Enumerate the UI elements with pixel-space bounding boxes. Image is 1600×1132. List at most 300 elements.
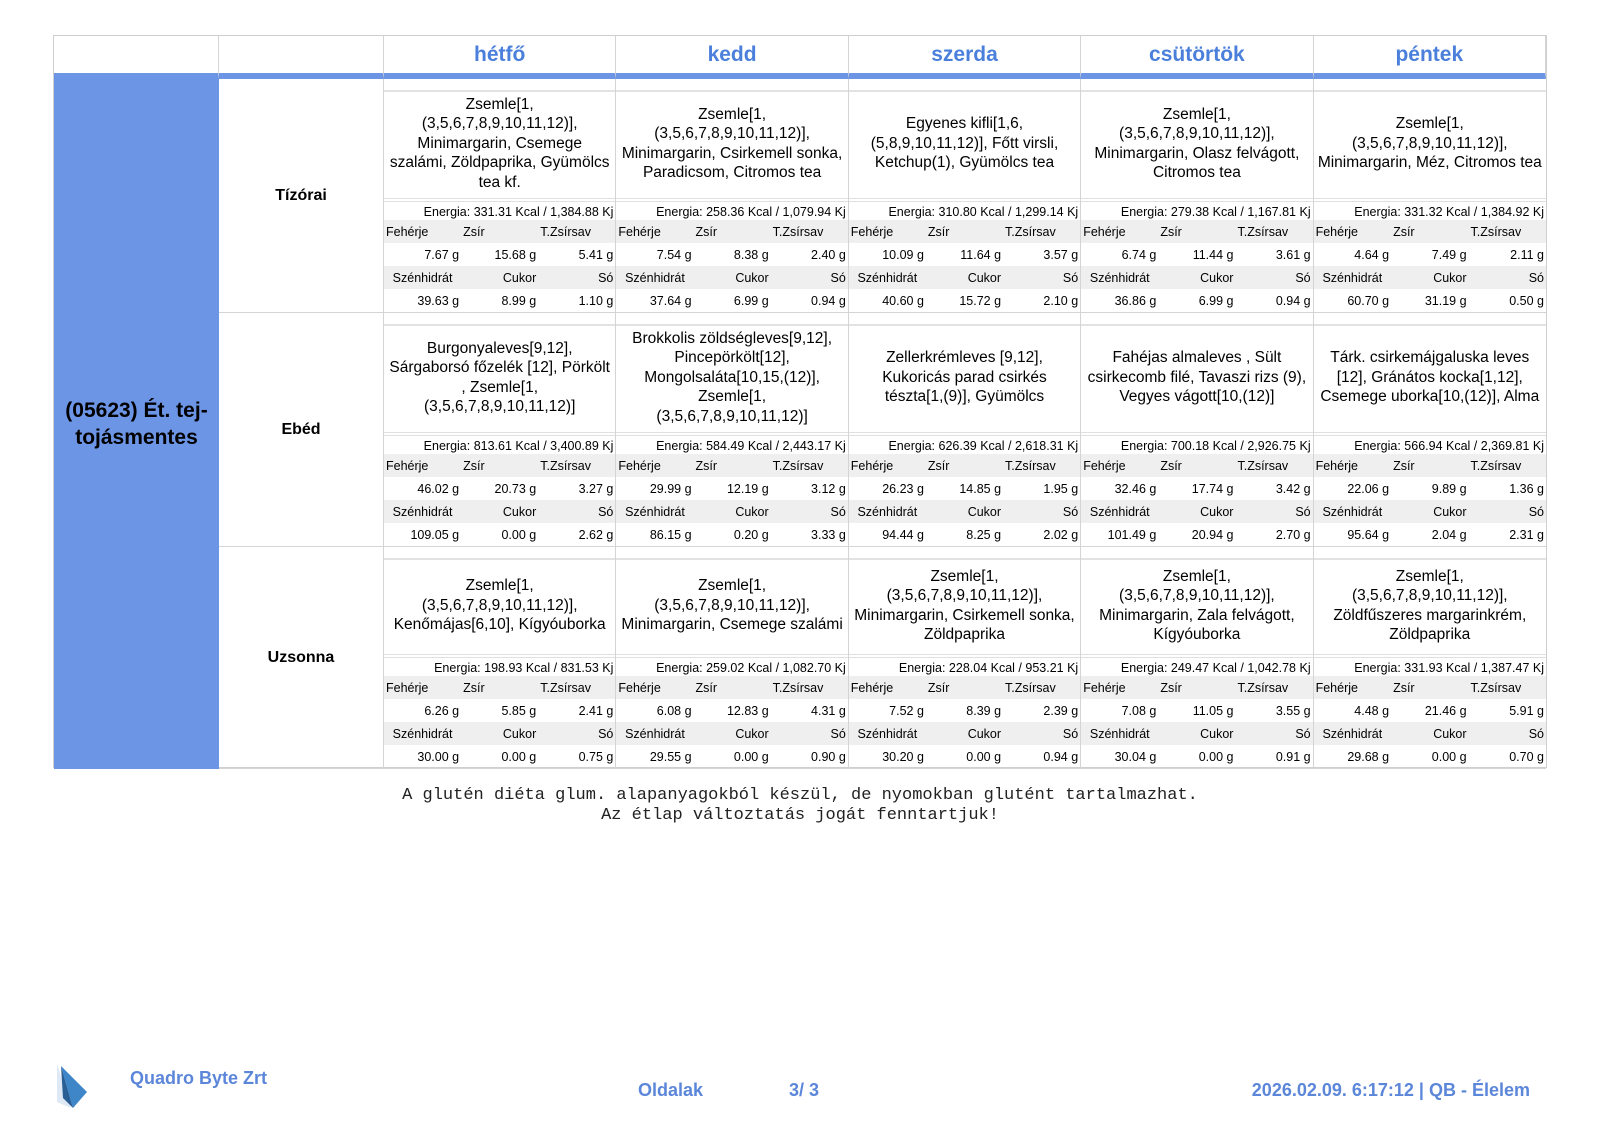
- nutrition-block: [849, 654, 1080, 768]
- nutrient-label: Fehérje: [850, 224, 894, 239]
- meal-cell: [849, 547, 1081, 769]
- energy-value: Energia: 331.32 Kcal / 1,384.92 Kj: [1354, 205, 1544, 219]
- meal-cell: [384, 547, 616, 769]
- weekly-menu-table: [53, 35, 1547, 768]
- nutrient-labels-row: [849, 676, 1080, 699]
- nutrient-value: 3.42 g: [1275, 481, 1311, 496]
- nutrient-values-row: [616, 289, 847, 312]
- nutrient-label: Szénhidrát: [392, 504, 453, 519]
- nutrient-values-row: [1314, 745, 1546, 768]
- energy-value: Energia: 584.49 Kcal / 2,443.17 Kj: [656, 439, 846, 453]
- nutrient-value: 11.64 g: [960, 247, 1002, 262]
- nutrient-labels-row: [384, 454, 615, 477]
- nutrient-label: Cukor: [967, 270, 1002, 285]
- nutrient-label: Szénhidrát: [1322, 726, 1383, 741]
- nutrient-values-row: [1081, 289, 1312, 312]
- nutrient-label: Fehérje: [618, 680, 661, 695]
- nutrient-value: 8.25 g: [966, 527, 1002, 542]
- nutrient-value: 60.70 g: [1347, 293, 1390, 308]
- footnote: [0, 786, 1600, 826]
- food-items: Zsemle[1, (3,5,6,7,8,9,10,11,12)], Kenőmájas[6,10], Kígyóuborka: [384, 558, 615, 651]
- nutrient-value: 4.31 g: [811, 703, 846, 718]
- nutrient-label: Zsír: [1160, 680, 1182, 695]
- energy-value: Energia: 279.38 Kcal / 1,167.81 Kj: [1120, 205, 1311, 219]
- nutrient-value: 7.67 g: [424, 247, 460, 262]
- nutrient-value: 3.12 g: [811, 481, 846, 496]
- nutrient-label: Cukor: [502, 504, 537, 519]
- nutrient-label: Fehérje: [386, 680, 429, 695]
- nutrient-label: Cukor: [1433, 270, 1467, 285]
- nutrient-label: Fehérje: [1083, 224, 1126, 239]
- nutrient-values-row: [616, 699, 847, 722]
- nutrient-value: 0.20 g: [733, 527, 769, 542]
- nutrient-label: Só: [1062, 270, 1079, 285]
- nutrient-value: 8.39 g: [966, 703, 1002, 718]
- nutrient-value: 30.04 g: [1114, 749, 1157, 764]
- nutrient-label: Cukor: [1433, 726, 1467, 741]
- nutrition-block: [1314, 654, 1546, 768]
- meal-cell: [1081, 79, 1313, 313]
- nutrient-values-row: [849, 243, 1080, 266]
- meal-cell: [1314, 313, 1546, 547]
- nutrient-value: 4.64 g: [1354, 247, 1390, 262]
- nutrient-label: Cukor: [1200, 726, 1234, 741]
- nutrient-label: T.Zsírsav: [1237, 224, 1289, 239]
- nutrient-label: Fehérje: [1315, 224, 1358, 239]
- nutrient-labels-row: [849, 220, 1080, 243]
- meal-cell: [1314, 79, 1546, 313]
- nutrient-label: Cukor: [1200, 270, 1234, 285]
- nutrient-values-row: [1081, 699, 1312, 722]
- nutrient-label: Só: [598, 504, 614, 519]
- nutrition-block: [1081, 432, 1312, 546]
- food-items: Zsemle[1, (3,5,6,7,8,9,10,11,12)], Minimargarin, Zala felvágott, Kígyóuborka: [1081, 558, 1312, 651]
- corner-cell: [219, 36, 384, 79]
- meal-name: Ebéd: [219, 313, 384, 547]
- nutrition-block: [384, 432, 615, 546]
- nutrient-value: 3.61 g: [1275, 247, 1311, 262]
- nutrient-label: Zsír: [1160, 224, 1182, 239]
- nutrient-value: 0.94 g: [1043, 749, 1079, 764]
- day-header-friday: péntek: [1314, 36, 1546, 79]
- nutrient-values-row: [849, 289, 1080, 312]
- energy-value: Energia: 198.93 Kcal / 831.53 Kj: [434, 661, 614, 675]
- nutrient-label: T.Zsírsav: [1005, 680, 1056, 695]
- nutrient-values-row: [1081, 477, 1312, 500]
- nutrient-value: 15.68 g: [494, 247, 537, 262]
- nutrient-value: 2.40 g: [811, 247, 846, 262]
- nutrient-label: T.Zsírsav: [1005, 224, 1056, 239]
- nutrient-value: 40.60 g: [882, 293, 924, 308]
- nutrient-labels-row: [616, 266, 847, 289]
- nutrient-value: 5.41 g: [578, 247, 614, 262]
- nutrient-label: T.Zsírsav: [1237, 680, 1289, 695]
- nutrient-value: 12.19 g: [726, 481, 769, 496]
- nutrient-label: Cukor: [735, 726, 769, 741]
- nutrient-label: Só: [830, 504, 846, 519]
- nutrition-block: [849, 198, 1080, 312]
- nutrient-labels-row: [384, 266, 615, 289]
- nutrition-block: [384, 198, 615, 312]
- nutrient-value: 0.00 g: [1431, 749, 1467, 764]
- nutrient-label: Zsír: [927, 680, 950, 695]
- meal-name: Uzsonna: [219, 547, 384, 769]
- nutrient-labels-row: [384, 676, 615, 699]
- nutrient-value: 0.00 g: [501, 749, 537, 764]
- pages-label: Oldalak: [638, 1080, 704, 1100]
- energy-value: Energia: 700.18 Kcal / 2,926.75 Kj: [1120, 439, 1311, 453]
- nutrient-labels-row: [1314, 676, 1546, 699]
- energy-value: Energia: 228.04 Kcal / 953.21 Kj: [898, 661, 1079, 675]
- nutrition-block: [616, 432, 847, 546]
- nutrient-values-row: [849, 523, 1080, 546]
- nutrient-value: 32.46 g: [1114, 481, 1157, 496]
- nutrition-block: [1081, 654, 1312, 768]
- nutrient-labels-row: [1314, 266, 1546, 289]
- meal-name: Tízórai: [219, 79, 384, 313]
- company-logo-icon: [53, 1062, 89, 1110]
- nutrient-values-row: [1314, 243, 1546, 266]
- nutrient-value: 20.94 g: [1191, 527, 1234, 542]
- nutrient-label: Cukor: [1433, 504, 1467, 519]
- meal-cell: [849, 79, 1081, 313]
- nutrient-values-row: [384, 289, 615, 312]
- nutrient-label: T.Zsírsav: [1470, 680, 1522, 695]
- footnote-line-2: Az étlap változtatás jogát fenntartjuk!: [601, 806, 999, 825]
- meal-cell: [616, 313, 848, 547]
- nutrient-value: 0.94 g: [1275, 293, 1311, 308]
- nutrient-value: 2.70 g: [1275, 527, 1311, 542]
- nutrient-labels-row: [1081, 266, 1312, 289]
- nutrient-value: 0.91 g: [1275, 749, 1311, 764]
- nutrient-value: 29.55 g: [649, 749, 692, 764]
- nutrient-label: Szénhidrát: [1089, 270, 1150, 285]
- company-name: Quadro Byte Zrt: [130, 1068, 268, 1088]
- nutrient-label: Fehérje: [1315, 680, 1358, 695]
- nutrient-value: 22.06 g: [1347, 481, 1390, 496]
- food-items: Zellerkrémleves [9,12], Kukoricás parad csirkés tészta[1,(9)], Gyümölcs: [849, 324, 1080, 429]
- nutrient-value: 109.05 g: [410, 527, 460, 542]
- energy-value: Energia: 258.36 Kcal / 1,079.94 Kj: [656, 205, 846, 219]
- nutrient-labels-row: [1314, 500, 1546, 523]
- nutrient-labels-row: [1081, 676, 1312, 699]
- nutrient-labels-row: [1314, 454, 1546, 477]
- food-items: Zsemle[1, (3,5,6,7,8,9,10,11,12)], Minimargarin, Csirkemell sonka, Zöldpaprika: [849, 558, 1080, 651]
- nutrient-values-row: [384, 699, 615, 722]
- nutrient-value: 29.99 g: [649, 481, 692, 496]
- food-items: Zsemle[1, (3,5,6,7,8,9,10,11,12)], Minimargarin, Olasz felvágott, Citromos tea: [1081, 90, 1312, 195]
- nutrient-label: Zsír: [463, 680, 485, 695]
- nutrient-label: Fehérje: [386, 458, 429, 473]
- nutrient-value: 0.00 g: [501, 527, 537, 542]
- print-timestamp: 2026.02.09. 6:17:12 | QB - Élelem: [1251, 1080, 1530, 1100]
- energy-value: Energia: 259.02 Kcal / 1,082.70 Kj: [656, 661, 846, 675]
- diet-name: (05623) Ét. tej-tojásmentes: [54, 79, 219, 769]
- nutrient-labels-row: [616, 454, 847, 477]
- nutrient-value: 0.00 g: [733, 749, 769, 764]
- nutrient-labels-row: [616, 676, 847, 699]
- nutrient-label: Szénhidrát: [392, 726, 453, 741]
- energy-value: Energia: 626.39 Kcal / 2,618.31 Kj: [888, 439, 1079, 453]
- nutrient-label: Szénhidrát: [625, 504, 685, 519]
- nutrient-label: Fehérje: [386, 224, 429, 239]
- nutrient-label: Cukor: [502, 726, 537, 741]
- nutrient-label: Zsír: [927, 458, 950, 473]
- corner-cell: [54, 36, 219, 79]
- nutrient-value: 2.39 g: [1043, 703, 1079, 718]
- nutrient-label: Cukor: [735, 504, 769, 519]
- nutrient-label: Zsír: [1393, 224, 1415, 239]
- nutrient-values-row: [384, 745, 615, 768]
- nutrient-labels-row: [1081, 454, 1312, 477]
- nutrient-values-row: [1081, 243, 1312, 266]
- nutrient-label: Fehérje: [850, 458, 894, 473]
- nutrient-label: Zsír: [463, 458, 485, 473]
- nutrient-label: Szénhidrát: [625, 726, 685, 741]
- nutrient-label: Só: [598, 270, 614, 285]
- nutrient-labels-row: [384, 722, 615, 745]
- food-items: Zsemle[1, (3,5,6,7,8,9,10,11,12)], Minimargarin, Csirkemell sonka, Paradicsom, Citromos tea: [616, 90, 847, 195]
- food-items: Fahéjas almaleves , Sült csirkecomb filé, Tavaszi rizs (9), Vegyes vágott[10,(12)]: [1081, 324, 1312, 429]
- nutrient-values-row: [849, 745, 1080, 768]
- nutrient-value: 3.27 g: [578, 481, 614, 496]
- nutrient-value: 12.83 g: [726, 703, 769, 718]
- food-items: Zsemle[1, (3,5,6,7,8,9,10,11,12)], Minimargarin, Csemege szalámi, Zöldpaprika, Gyümölcs tea kf.: [384, 90, 615, 195]
- nutrient-value: 26.23 g: [882, 481, 924, 496]
- energy-value: Energia: 813.61 Kcal / 3,400.89 Kj: [423, 439, 614, 453]
- nutrient-values-row: [384, 477, 615, 500]
- meal-cell: [1081, 547, 1313, 769]
- nutrient-values-row: [384, 523, 615, 546]
- food-items: Brokkolis zöldségleves[9,12], Pincepörkölt[12], Mongolsaláta[10,15,(12)], Zsemle[1, (3,5,6,7,8,9,10,11,12)]: [616, 324, 847, 429]
- nutrient-value: 39.63 g: [417, 293, 460, 308]
- nutrient-label: Szénhidrát: [1322, 504, 1383, 519]
- nutrient-label: Cukor: [735, 270, 769, 285]
- nutrient-value: 1.95 g: [1043, 481, 1079, 496]
- nutrient-value: 2.31 g: [1509, 527, 1544, 542]
- nutrition-block: [616, 198, 847, 312]
- nutrient-value: 11.44 g: [1192, 247, 1234, 262]
- nutrient-labels-row: [1081, 220, 1312, 243]
- nutrient-label: T.Zsírsav: [1470, 458, 1522, 473]
- nutrient-value: 7.54 g: [656, 247, 692, 262]
- nutrient-values-row: [1314, 523, 1546, 546]
- nutrient-label: T.Zsírsav: [772, 458, 824, 473]
- nutrient-values-row: [1081, 745, 1312, 768]
- nutrient-label: Cukor: [502, 270, 537, 285]
- nutrient-value: 17.74 g: [1191, 481, 1234, 496]
- nutrient-value: 6.99 g: [733, 293, 769, 308]
- nutrition-block: [384, 654, 615, 768]
- nutrient-values-row: [616, 477, 847, 500]
- nutrient-label: Szénhidrát: [392, 270, 453, 285]
- nutrient-label: Szénhidrát: [857, 270, 918, 285]
- nutrient-label: T.Zsírsav: [540, 224, 591, 239]
- nutrient-label: Só: [1295, 504, 1311, 519]
- nutrition-block: [849, 432, 1080, 546]
- nutrient-label: Fehérje: [850, 680, 894, 695]
- nutrient-value: 6.74 g: [1121, 247, 1157, 262]
- nutrient-value: 2.41 g: [578, 703, 614, 718]
- energy-value: Energia: 566.94 Kcal / 2,369.81 Kj: [1354, 439, 1544, 453]
- nutrient-label: Só: [1528, 270, 1544, 285]
- nutrient-value: 36.86 g: [1114, 293, 1157, 308]
- nutrient-labels-row: [849, 266, 1080, 289]
- nutrient-label: Só: [1528, 504, 1544, 519]
- nutrient-values-row: [1314, 477, 1546, 500]
- meal-cell: [384, 313, 616, 547]
- nutrient-value: 0.00 g: [1198, 749, 1234, 764]
- nutrient-value: 0.70 g: [1509, 749, 1544, 764]
- nutrient-value: 7.08 g: [1121, 703, 1157, 718]
- nutrient-value: 1.10 g: [578, 293, 614, 308]
- nutrient-label: Zsír: [463, 224, 485, 239]
- nutrient-label: Szénhidrát: [1089, 726, 1150, 741]
- nutrient-labels-row: [384, 500, 615, 523]
- nutrient-value: 0.94 g: [811, 293, 846, 308]
- meal-cell: [849, 313, 1081, 547]
- nutrient-label: Szénhidrát: [857, 504, 918, 519]
- nutrient-value: 0.50 g: [1509, 293, 1544, 308]
- nutrient-labels-row: [1314, 220, 1546, 243]
- food-items: Zsemle[1, (3,5,6,7,8,9,10,11,12)], Minimargarin, Méz, Citromos tea: [1314, 90, 1546, 195]
- nutrient-values-row: [849, 699, 1080, 722]
- energy-value: Energia: 249.47 Kcal / 1,042.78 Kj: [1120, 661, 1311, 675]
- nutrient-value: 6.26 g: [424, 703, 460, 718]
- nutrient-label: Szénhidrát: [1322, 270, 1383, 285]
- nutrient-label: Fehérje: [1083, 680, 1126, 695]
- nutrient-value: 6.99 g: [1198, 293, 1234, 308]
- nutrient-values-row: [1314, 289, 1546, 312]
- nutrient-values-row: [616, 243, 847, 266]
- footnote-line-1: A glutén diéta glum. alapanyagokból készül, de nyomokban glutént tartalmazhat.: [402, 786, 1198, 805]
- nutrient-value: 5.85 g: [501, 703, 537, 718]
- day-header-tuesday: kedd: [616, 36, 848, 79]
- nutrient-value: 6.08 g: [656, 703, 692, 718]
- nutrient-value: 94.44 g: [882, 527, 924, 542]
- nutrient-labels-row: [1081, 500, 1312, 523]
- nutrition-block: [1314, 432, 1546, 546]
- nutrient-value: 2.11 g: [1510, 247, 1544, 262]
- nutrient-values-row: [616, 745, 847, 768]
- meal-cell: [616, 79, 848, 313]
- nutrient-value: 0.90 g: [811, 749, 846, 764]
- nutrient-value: 101.49 g: [1107, 527, 1157, 542]
- nutrient-label: Szénhidrát: [857, 726, 918, 741]
- nutrient-value: 3.55 g: [1275, 703, 1311, 718]
- nutrient-label: Zsír: [1160, 458, 1182, 473]
- nutrient-value: 0.75 g: [578, 749, 614, 764]
- nutrient-label: Zsír: [695, 458, 718, 473]
- nutrient-label: Zsír: [1393, 680, 1415, 695]
- food-items: Tárk. csirkemájgaluska leves [12], Gránátos kocka[1,12], Csemege uborka[10,(12)], Alma: [1314, 324, 1546, 429]
- nutrient-label: T.Zsírsav: [1237, 458, 1289, 473]
- nutrient-values-row: [616, 523, 847, 546]
- day-header-wednesday: szerda: [849, 36, 1081, 79]
- nutrient-value: 8.38 g: [733, 247, 769, 262]
- day-header-monday: hétfő: [384, 36, 616, 79]
- nutrient-label: Só: [830, 270, 846, 285]
- nutrient-label: Cukor: [1200, 504, 1234, 519]
- nutrient-value: 20.73 g: [494, 481, 537, 496]
- nutrient-value: 3.57 g: [1043, 247, 1079, 262]
- nutrient-label: Só: [1528, 726, 1544, 741]
- nutrient-value: 86.15 g: [649, 527, 692, 542]
- food-items: Egyenes kifli[1,6,(5,8,9,10,11,12)], Főtt virsli, Ketchup(1), Gyümölcs tea: [849, 90, 1080, 195]
- food-items: Zsemle[1, (3,5,6,7,8,9,10,11,12)], Minimargarin, Csemege szalámi: [616, 558, 847, 651]
- energy-value: Energia: 331.93 Kcal / 1,387.47 Kj: [1354, 661, 1544, 675]
- nutrient-labels-row: [1314, 722, 1546, 745]
- nutrient-value: 7.49 g: [1431, 247, 1467, 262]
- nutrient-label: T.Zsírsav: [1470, 224, 1522, 239]
- nutrient-label: T.Zsírsav: [1005, 458, 1056, 473]
- nutrient-value: 30.00 g: [417, 749, 460, 764]
- nutrient-label: T.Zsírsav: [540, 680, 591, 695]
- nutrition-block: [1081, 198, 1312, 312]
- energy-value: Energia: 331.31 Kcal / 1,384.88 Kj: [423, 205, 614, 219]
- meal-cell: [1081, 313, 1313, 547]
- nutrient-values-row: [384, 243, 615, 266]
- nutrient-label: T.Zsírsav: [772, 680, 824, 695]
- nutrient-value: 0.00 g: [966, 749, 1002, 764]
- nutrient-label: Zsír: [695, 224, 718, 239]
- nutrient-value: 15.72 g: [959, 293, 1002, 308]
- nutrition-block: [616, 654, 847, 768]
- nutrient-value: 46.02 g: [417, 481, 460, 496]
- nutrient-label: T.Zsírsav: [540, 458, 591, 473]
- nutrient-labels-row: [616, 500, 847, 523]
- nutrient-label: Zsír: [927, 224, 950, 239]
- meal-cell: [384, 79, 616, 313]
- nutrient-label: Zsír: [695, 680, 718, 695]
- nutrient-value: 11.05 g: [1192, 703, 1234, 718]
- nutrient-labels-row: [849, 722, 1080, 745]
- nutrient-label: Zsír: [1393, 458, 1415, 473]
- nutrient-values-row: [849, 477, 1080, 500]
- nutrient-labels-row: [616, 220, 847, 243]
- nutrient-value: 37.64 g: [649, 293, 692, 308]
- nutrient-label: Fehérje: [618, 224, 661, 239]
- nutrient-label: Fehérje: [618, 458, 661, 473]
- nutrient-label: Só: [830, 726, 846, 741]
- nutrient-value: 2.62 g: [578, 527, 614, 542]
- nutrient-value: 8.99 g: [501, 293, 537, 308]
- nutrient-value: 2.10 g: [1043, 293, 1079, 308]
- meal-cell: [1314, 547, 1546, 769]
- nutrient-value: 2.04 g: [1431, 527, 1467, 542]
- nutrient-value: 2.02 g: [1043, 527, 1079, 542]
- nutrient-value: 31.19 g: [1424, 293, 1467, 308]
- nutrient-value: 21.46 g: [1424, 703, 1467, 718]
- nutrient-labels-row: [384, 220, 615, 243]
- nutrient-value: 30.20 g: [882, 749, 924, 764]
- page-number: 3/ 3: [789, 1080, 820, 1100]
- nutrient-value: 3.33 g: [811, 527, 846, 542]
- nutrient-value: 14.85 g: [959, 481, 1002, 496]
- nutrient-values-row: [1314, 699, 1546, 722]
- nutrient-label: Fehérje: [1315, 458, 1358, 473]
- food-items: Burgonyaleves[9,12], Sárgaborsó főzelék [12], Pörkölt , Zsemle[1, (3,5,6,7,8,9,10,11,12)]: [384, 324, 615, 429]
- nutrient-values-row: [1081, 523, 1312, 546]
- nutrient-labels-row: [1081, 722, 1312, 745]
- nutrient-label: Szénhidrát: [1089, 504, 1150, 519]
- nutrient-value: 9.89 g: [1431, 481, 1467, 496]
- nutrient-value: 5.91 g: [1509, 703, 1544, 718]
- nutrient-label: Só: [1295, 270, 1311, 285]
- nutrient-value: 29.68 g: [1347, 749, 1390, 764]
- nutrition-block: [1314, 198, 1546, 312]
- day-header-thursday: csütörtök: [1081, 36, 1313, 79]
